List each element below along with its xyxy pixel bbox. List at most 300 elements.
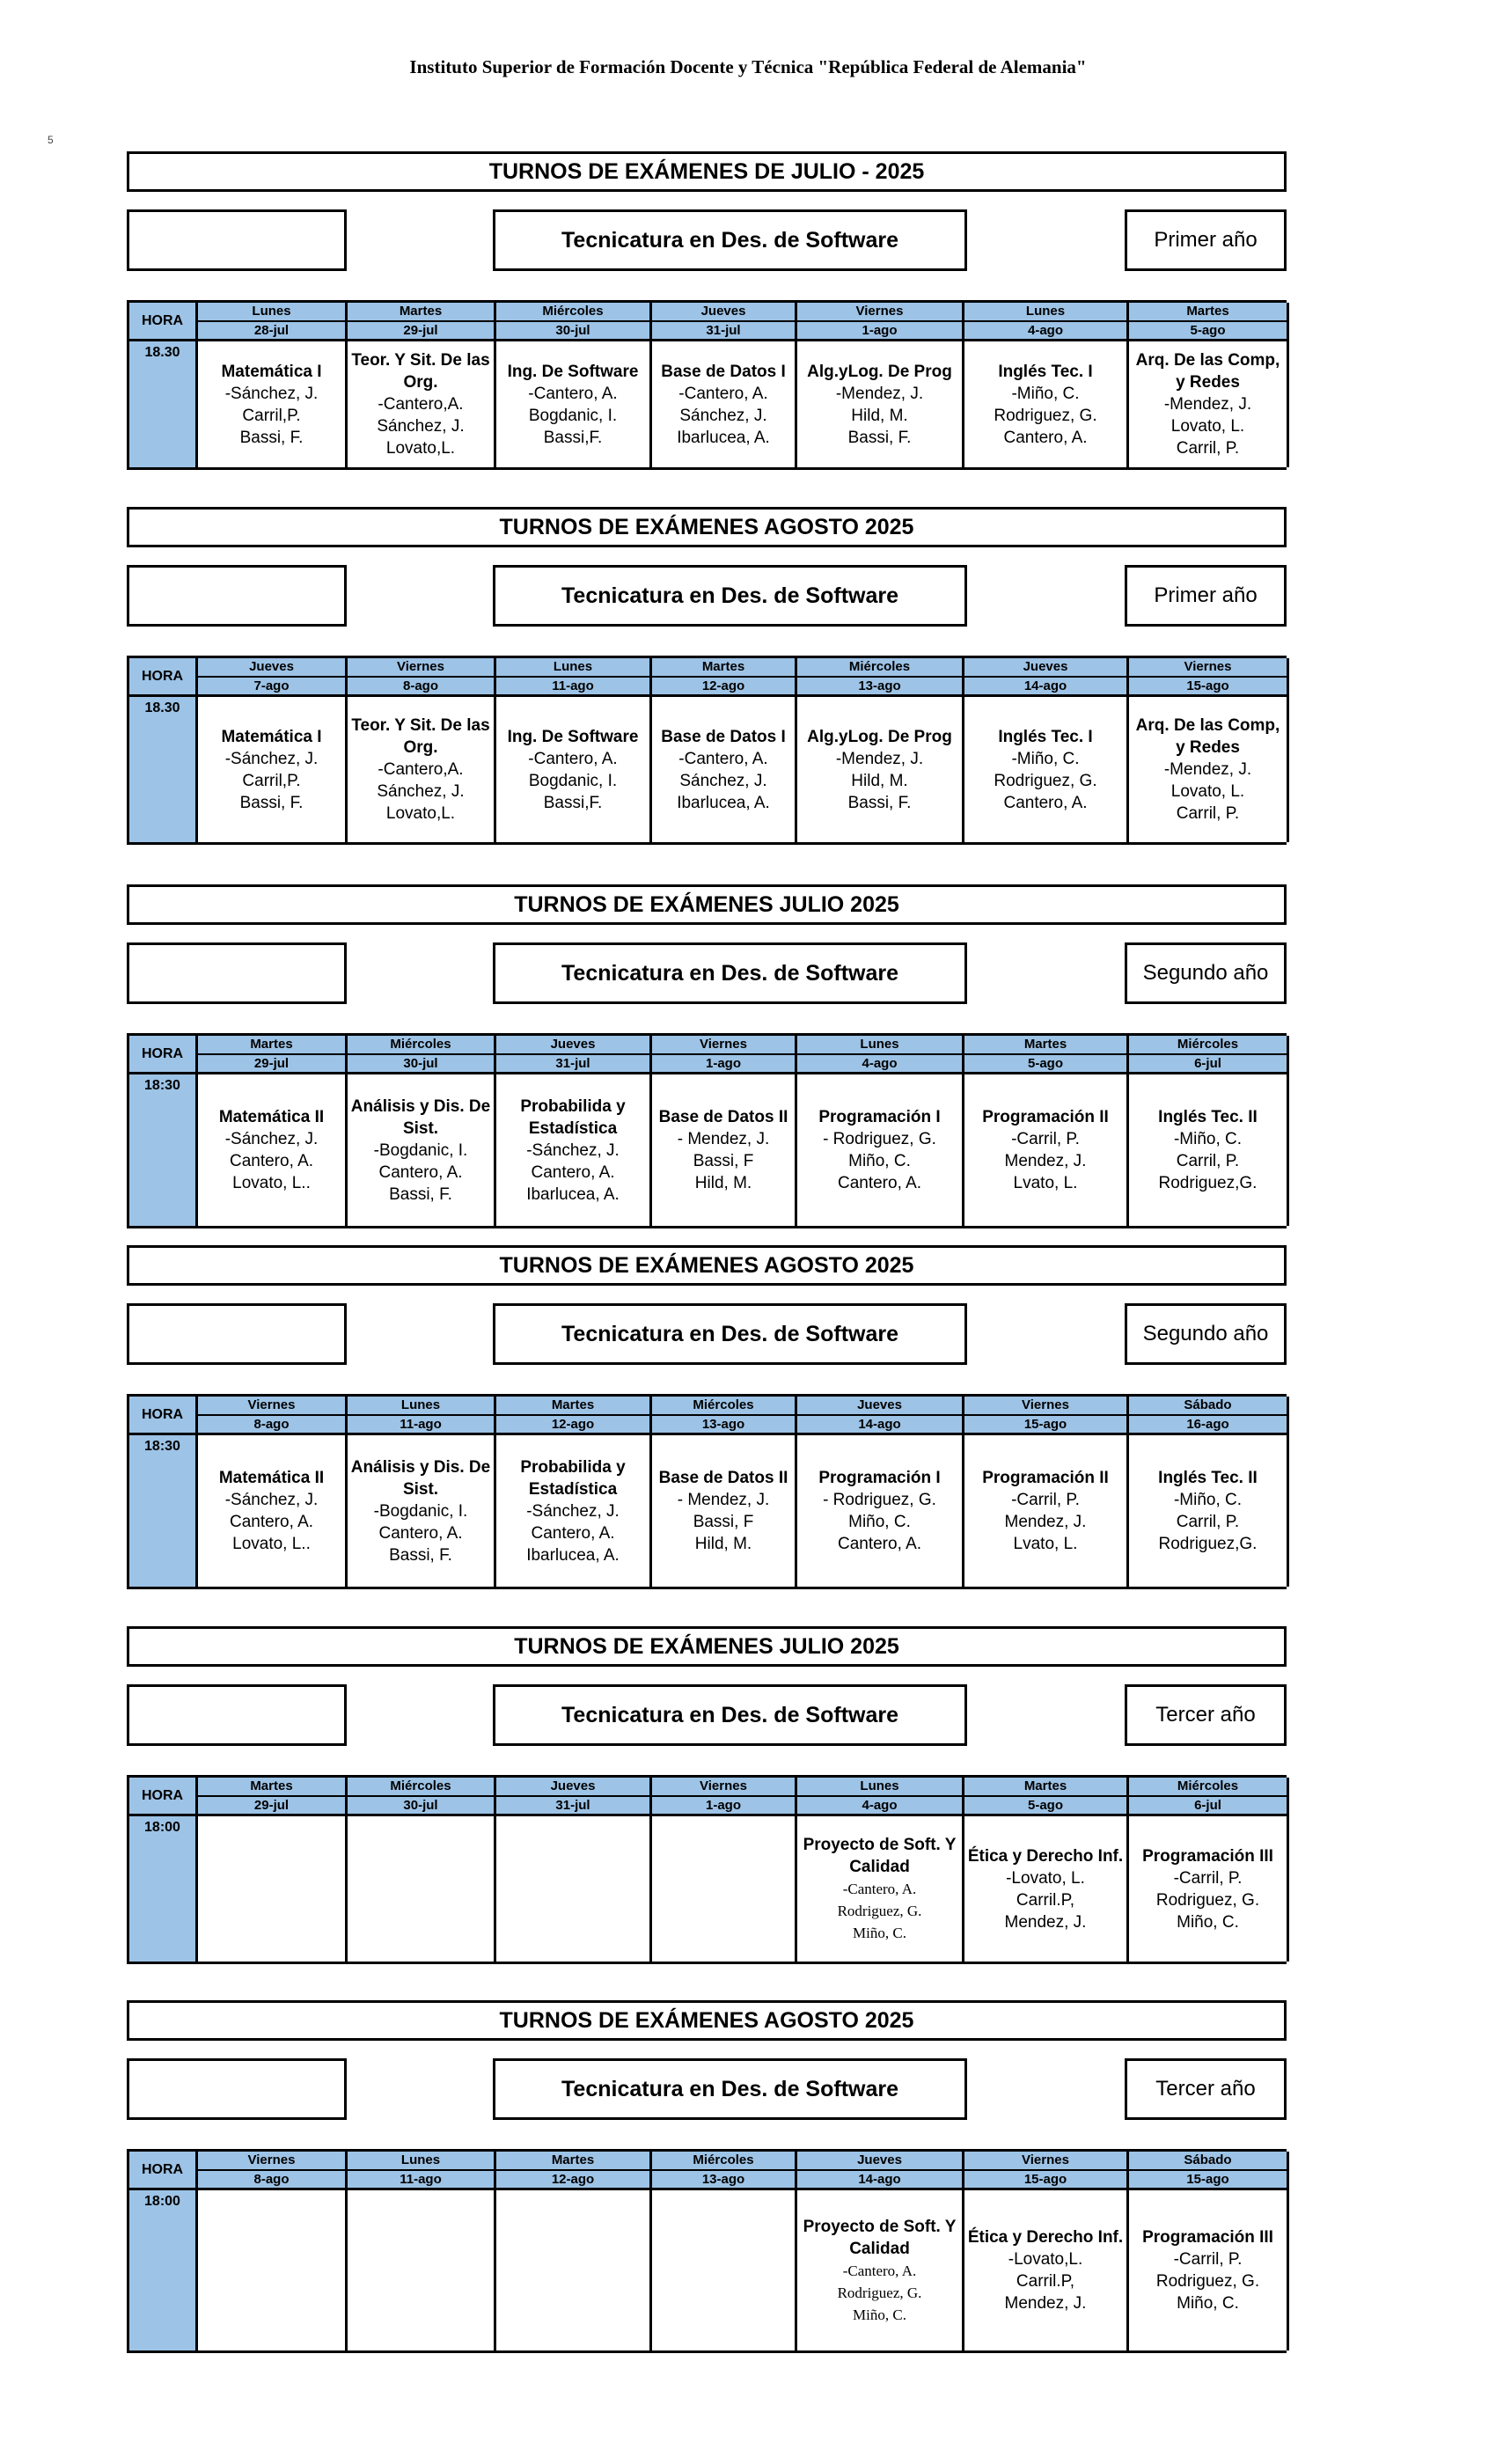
exam-subject: Ing. De Software <box>507 727 639 746</box>
hora-label: HORA <box>129 1778 198 1816</box>
exam-cell <box>797 1435 964 1587</box>
exam-cell <box>496 1435 652 1587</box>
examiner-name: Carril, P. <box>1176 1152 1240 1170</box>
schedule-table <box>127 1394 1287 1589</box>
day-date: 5-ago <box>1129 322 1289 341</box>
year-box: Tercer año <box>1125 1684 1287 1746</box>
exam-cell <box>964 341 1129 467</box>
blank-box <box>127 2058 347 2120</box>
day-date: 29-jul <box>198 1797 348 1816</box>
examiner-name: Cantero, A. <box>531 1162 615 1182</box>
hour-cell: 18:00 <box>129 1816 198 1962</box>
examiner-name: Lovato, L. <box>1170 417 1245 436</box>
examiner-name: -Miño, C. <box>1011 749 1080 768</box>
day-name: Martes <box>652 658 797 678</box>
examiner-name: Bogdanic, I. <box>528 406 618 425</box>
schedule-table <box>127 300 1287 470</box>
exam-cell <box>964 697 1129 842</box>
day-name: Miércoles <box>797 658 964 678</box>
day-name: Miércoles <box>652 1397 797 1416</box>
exam-cell <box>496 697 652 842</box>
day-name: Jueves <box>964 658 1129 678</box>
hora-label: HORA <box>129 1397 198 1435</box>
examiner-name: Bassi, F. <box>847 428 912 447</box>
career-box: Tecnicatura en Des. de Software <box>493 1303 967 1365</box>
exam-cell <box>797 1816 964 1962</box>
exam-cell <box>496 1816 652 1962</box>
examiner-name: Cantero, A. <box>1003 428 1088 447</box>
blank-box <box>127 942 347 1004</box>
day-name: Martes <box>964 1778 1129 1797</box>
examiner-name: -Lovato, L. <box>1006 1868 1085 1888</box>
exam-subject: Inglés Tec. I <box>998 362 1093 381</box>
day-name: Lunes <box>348 2152 496 2171</box>
career-box: Tecnicatura en Des. de Software <box>493 942 967 1004</box>
day-name: Lunes <box>348 1397 496 1416</box>
examiner-name: Miño, C. <box>853 2306 906 2323</box>
day-name: Lunes <box>198 303 348 322</box>
examiner-name: Miño, C. <box>853 1925 906 1941</box>
day-name: Martes <box>198 1778 348 1797</box>
examiner-name: Bassi, F. <box>239 428 304 447</box>
hora-label: HORA <box>129 2152 198 2190</box>
exam-subject: Inglés Tec. II <box>1158 1108 1258 1126</box>
exam-cell <box>198 697 348 842</box>
exam-cell <box>652 341 797 467</box>
examiner-name: Bassi, F <box>693 1513 754 1531</box>
hora-label: HORA <box>129 303 198 341</box>
day-name: Viernes <box>652 1036 797 1055</box>
exam-subject: Base de Datos II <box>658 1469 788 1487</box>
exam-cell <box>797 2190 964 2350</box>
exam-cell <box>652 1074 797 1226</box>
year-box: Segundo año <box>1125 1303 1287 1365</box>
examiner-name: Rodriguez, G. <box>1155 1890 1260 1910</box>
examiner-name: Cantero, A. <box>229 1152 314 1170</box>
day-date: 29-jul <box>198 1055 348 1074</box>
hora-label: HORA <box>129 1036 198 1074</box>
examiner-name: -Miño, C. <box>1173 1130 1243 1148</box>
exam-subject: Base de Datos II <box>658 1108 788 1126</box>
year-box: Primer año <box>1125 209 1287 271</box>
year-box: Tercer año <box>1125 2058 1287 2120</box>
exam-cell <box>1129 1435 1289 1587</box>
day-date: 11-ago <box>348 2171 496 2190</box>
day-date: 1-ago <box>652 1797 797 1816</box>
blank-box <box>127 1684 347 1746</box>
exam-cell <box>964 1074 1129 1226</box>
page-mark: 5 <box>48 134 54 146</box>
examiner-name: - Rodriguez, G. <box>823 1491 936 1509</box>
examiner-name: Bassi, F. <box>389 1184 452 1204</box>
exam-subject: Programación I <box>818 1108 941 1126</box>
day-date: 1-ago <box>797 322 964 341</box>
career-box: Tecnicatura en Des. de Software <box>493 209 967 271</box>
schedule-table <box>127 1033 1287 1228</box>
examiner-name: Carril, P. <box>1176 439 1240 458</box>
examiner-name: Rodriguez, G. <box>994 771 1097 790</box>
examiner-name: Miño, C. <box>1177 1912 1239 1932</box>
day-date: 31-jul <box>496 1797 652 1816</box>
day-date: 12-ago <box>496 2171 652 2190</box>
day-date: 8-ago <box>198 2171 348 2190</box>
examiner-name: Cantero, A. <box>837 1174 922 1192</box>
examiner-name: -Sánchez, J. <box>224 1491 319 1509</box>
day-date: 4-ago <box>797 1055 964 1074</box>
day-name: Miércoles <box>496 303 652 322</box>
day-name: Miércoles <box>348 1036 496 1055</box>
section-title: TURNOS DE EXÁMENES AGOSTO 2025 <box>127 507 1287 547</box>
exam-cell <box>496 2190 652 2350</box>
examiner-name: Mendez, J. <box>1004 1513 1087 1531</box>
examiner-name: Hild, M. <box>694 1174 752 1192</box>
examiner-name: Carril, P. <box>1176 804 1240 823</box>
day-name: Miércoles <box>1129 1778 1289 1797</box>
exam-subject: Matemática II <box>218 1108 325 1126</box>
exam-cell <box>652 697 797 842</box>
hour-cell: 18.30 <box>129 341 198 467</box>
day-name: Martes <box>1129 303 1289 322</box>
day-date: 13-ago <box>652 2171 797 2190</box>
day-date: 8-ago <box>348 678 496 697</box>
schedule-table <box>127 2149 1287 2353</box>
hour-cell: 18:00 <box>129 2190 198 2350</box>
examiner-name: -Sánchez, J. <box>224 1130 319 1148</box>
examiner-name: Miño, C. <box>1177 2294 1239 2313</box>
day-date: 15-ago <box>964 2171 1129 2190</box>
examiner-name: Bassi,F. <box>543 793 603 812</box>
day-name: Miércoles <box>652 2152 797 2171</box>
examiner-name: Bassi,F. <box>543 428 603 447</box>
blank-box <box>127 209 347 271</box>
examiner-name: Lovato,L. <box>385 804 456 823</box>
examiner-name: -Lovato,L. <box>1008 2250 1083 2269</box>
examiner-name: -Cantero,A. <box>378 760 464 779</box>
exam-subject: Análisis y Dis. De Sist. <box>350 1457 491 1499</box>
examiner-name: -Sánchez, J. <box>526 1501 620 1521</box>
exam-subject: Arq. De las Comp, y Redes <box>1135 351 1280 392</box>
examiner-name: Cantero, A. <box>378 1523 463 1543</box>
examiner-name: Ibarlucea, A. <box>677 428 770 447</box>
day-date: 8-ago <box>198 1416 348 1435</box>
exam-subject: Programación II <box>982 1469 1109 1487</box>
examiner-name: Bassi, F. <box>239 793 304 812</box>
day-name: Jueves <box>496 1036 652 1055</box>
exam-subject: Matemática II <box>218 1469 325 1487</box>
examiner-name: -Cantero, A. <box>528 384 618 403</box>
exam-cell <box>198 1074 348 1226</box>
day-name: Viernes <box>198 2152 348 2171</box>
day-date: 13-ago <box>652 1416 797 1435</box>
year-box: Segundo año <box>1125 942 1287 1004</box>
day-date: 31-jul <box>652 322 797 341</box>
year-box: Primer año <box>1125 565 1287 627</box>
day-name: Viernes <box>964 2152 1129 2171</box>
examiner-name: Lovato, L. <box>1170 782 1245 801</box>
examiner-name: Carril.P, <box>1016 1890 1075 1910</box>
day-name: Jueves <box>198 658 348 678</box>
day-date: 14-ago <box>964 678 1129 697</box>
day-name: Viernes <box>797 303 964 322</box>
exam-cell <box>1129 1074 1289 1226</box>
examiner-name: Carril, P. <box>1176 1513 1240 1531</box>
day-date: 30-jul <box>496 322 652 341</box>
exam-subject: Matemática I <box>221 362 322 381</box>
exam-subject: Ing. De Software <box>507 362 639 381</box>
blank-box <box>127 1303 347 1365</box>
examiner-name: Lovato, L.. <box>232 1535 311 1553</box>
examiner-name: Sánchez, J. <box>679 771 767 790</box>
exam-subject: Programación I <box>818 1469 941 1487</box>
day-date: 15-ago <box>964 1416 1129 1435</box>
exam-cell <box>797 697 964 842</box>
exam-cell <box>797 341 964 467</box>
day-date: 6-jul <box>1129 1797 1289 1816</box>
exam-cell <box>1129 2190 1289 2350</box>
day-name: Jueves <box>797 1397 964 1416</box>
examiner-name: Cantero, A. <box>1003 793 1088 812</box>
exam-cell <box>964 2190 1129 2350</box>
day-date: 30-jul <box>348 1797 496 1816</box>
examiner-name: Ibarlucea, A. <box>526 1184 620 1204</box>
section-title: TURNOS DE EXÁMENES JULIO 2025 <box>127 1626 1287 1667</box>
blank-box <box>127 565 347 627</box>
exam-subject: Ética y Derecho Inf. <box>967 1846 1124 1866</box>
exam-cell <box>198 2190 348 2350</box>
exam-subject: Probabilida y Estadística <box>520 1457 626 1499</box>
section-title: TURNOS DE EXÁMENES AGOSTO 2025 <box>127 1245 1287 1286</box>
day-name: Lunes <box>797 1778 964 1797</box>
day-name: Martes <box>496 1397 652 1416</box>
examiner-name: Lovato,L. <box>385 439 456 458</box>
day-date: 7-ago <box>198 678 348 697</box>
examiner-name: Sánchez, J. <box>377 417 465 436</box>
day-date: 14-ago <box>797 1416 964 1435</box>
examiner-name: Carril,P. <box>242 771 301 790</box>
exam-cell <box>348 1435 496 1587</box>
examiner-name: -Carril, P. <box>1011 1491 1080 1509</box>
day-date: 4-ago <box>964 322 1129 341</box>
exam-cell <box>797 1074 964 1226</box>
exam-subject: Teor. Y Sit. De las Org. <box>351 716 490 757</box>
exam-cell <box>348 1074 496 1226</box>
exam-subject: Teor. Y Sit. De las Org. <box>351 351 490 392</box>
examiner-name: -Cantero, A. <box>678 749 768 768</box>
day-date: 16-ago <box>1129 1416 1289 1435</box>
examiner-name: Rodriguez, G. <box>837 2284 922 2301</box>
day-date: 12-ago <box>652 678 797 697</box>
document-header: Instituto Superior de Formación Docente y Técnica "República Federal de Alemania" <box>409 56 1087 77</box>
day-date: 12-ago <box>496 1416 652 1435</box>
day-date: 6-jul <box>1129 1055 1289 1074</box>
examiner-name: -Carril, P. <box>1173 1868 1243 1888</box>
examiner-name: Lovato, L.. <box>232 1174 311 1192</box>
examiner-name: -Sánchez, J. <box>224 384 319 403</box>
examiner-name: Bassi, F. <box>847 793 912 812</box>
exam-cell <box>652 1816 797 1962</box>
exam-subject: Base de Datos I <box>661 362 786 381</box>
day-date: 31-jul <box>496 1055 652 1074</box>
hour-cell: 18.30 <box>129 697 198 842</box>
day-name: Martes <box>496 2152 652 2171</box>
exam-cell <box>348 341 496 467</box>
examiner-name: Rodriguez, G. <box>837 1903 922 1919</box>
schedule-table <box>127 656 1287 845</box>
examiner-name: Rodriguez, G. <box>994 406 1097 425</box>
day-date: 14-ago <box>797 2171 964 2190</box>
examiner-name: Miño, C. <box>848 1513 911 1531</box>
exam-cell <box>1129 1816 1289 1962</box>
examiner-name: -Cantero, A. <box>842 1881 917 1897</box>
examiner-name: -Sánchez, J. <box>224 749 319 768</box>
section-title: TURNOS DE EXÁMENES AGOSTO 2025 <box>127 2000 1287 2041</box>
day-date: 5-ago <box>964 1797 1129 1816</box>
examiner-name: - Rodriguez, G. <box>823 1130 936 1148</box>
examiner-name: -Mendez, J. <box>835 749 924 768</box>
examiner-name: Lvato, L. <box>1013 1174 1078 1192</box>
examiner-name: - Mendez, J. <box>677 1491 770 1509</box>
examiner-name: -Bogdanic, I. <box>373 1501 468 1521</box>
exam-cell <box>496 1074 652 1226</box>
career-box: Tecnicatura en Des. de Software <box>493 2058 967 2120</box>
examiner-name: Mendez, J. <box>1004 2294 1087 2313</box>
day-name: Martes <box>964 1036 1129 1055</box>
career-box: Tecnicatura en Des. de Software <box>493 1684 967 1746</box>
examiner-name: -Miño, C. <box>1011 384 1080 403</box>
examiner-name: Sánchez, J. <box>377 782 465 801</box>
day-name: Miércoles <box>1129 1036 1289 1055</box>
exam-cell <box>1129 697 1289 842</box>
hour-cell: 18:30 <box>129 1074 198 1226</box>
day-name: Sábado <box>1129 2152 1289 2171</box>
examiner-name: -Mendez, J. <box>1163 760 1252 779</box>
day-name: Viernes <box>652 1778 797 1797</box>
examiner-name: Hild, M. <box>694 1535 752 1553</box>
examiner-name: Cantero, A. <box>378 1162 463 1182</box>
exam-subject: Programación III <box>1142 2228 1273 2247</box>
exam-cell <box>198 1435 348 1587</box>
day-name: Jueves <box>652 303 797 322</box>
exam-subject: Proyecto de Soft. Y Calidad <box>803 1836 957 1876</box>
exam-subject: Base de Datos I <box>661 727 786 746</box>
exam-cell <box>1129 341 1289 467</box>
day-name: Viernes <box>964 1397 1129 1416</box>
day-date: 15-ago <box>1129 678 1289 697</box>
day-name: Sábado <box>1129 1397 1289 1416</box>
examiner-name: - Mendez, J. <box>677 1130 770 1148</box>
examiner-name: -Mendez, J. <box>835 384 924 403</box>
day-name: Viernes <box>1129 658 1289 678</box>
day-date: 5-ago <box>964 1055 1129 1074</box>
exam-cell <box>496 341 652 467</box>
examiner-name: Bogdanic, I. <box>528 771 618 790</box>
schedule-table <box>127 1775 1287 1964</box>
exam-cell <box>198 1816 348 1962</box>
exam-subject: Análisis y Dis. De Sist. <box>350 1096 491 1138</box>
exam-cell <box>348 697 496 842</box>
day-name: Jueves <box>496 1778 652 1797</box>
examiner-name: Miño, C. <box>848 1152 911 1170</box>
day-name: Lunes <box>964 303 1129 322</box>
career-box: Tecnicatura en Des. de Software <box>493 565 967 627</box>
examiner-name: Carril,P. <box>242 406 301 425</box>
examiner-name: Bassi, F <box>693 1152 754 1170</box>
day-date: 11-ago <box>496 678 652 697</box>
exam-subject: Probabilida y Estadística <box>520 1096 626 1138</box>
exam-subject: Programación III <box>1142 1846 1273 1866</box>
examiner-name: -Miño, C. <box>1173 1491 1243 1509</box>
examiner-name: -Carril, P. <box>1173 2250 1243 2269</box>
day-name: Martes <box>348 303 496 322</box>
day-name: Jueves <box>797 2152 964 2171</box>
examiner-name: Cantero, A. <box>531 1523 615 1543</box>
exam-cell <box>198 341 348 467</box>
examiner-name: Carril.P, <box>1016 2272 1075 2291</box>
day-date: 28-jul <box>198 322 348 341</box>
section-title: TURNOS DE EXÁMENES DE JULIO - 2025 <box>127 151 1287 192</box>
examiner-name: Mendez, J. <box>1004 1152 1087 1170</box>
day-name: Lunes <box>496 658 652 678</box>
examiner-name: Rodriguez,G. <box>1158 1535 1258 1553</box>
day-date: 29-jul <box>348 322 496 341</box>
examiner-name: Rodriguez,G. <box>1158 1174 1258 1192</box>
exam-cell <box>964 1435 1129 1587</box>
exam-subject: Proyecto de Soft. Y Calidad <box>803 2217 957 2258</box>
hora-label: HORA <box>129 658 198 697</box>
examiner-name: Ibarlucea, A. <box>526 1545 620 1565</box>
examiner-name: Lvato, L. <box>1013 1535 1078 1553</box>
examiner-name: -Bogdanic, I. <box>373 1140 468 1160</box>
exam-cell <box>348 1816 496 1962</box>
exam-subject: Matemática I <box>221 727 322 746</box>
examiner-name: -Cantero, A. <box>528 749 618 768</box>
exam-subject: Arq. De las Comp, y Redes <box>1135 716 1280 757</box>
exam-subject: Ética y Derecho Inf. <box>967 2228 1124 2247</box>
examiner-name: Hild, M. <box>851 406 908 425</box>
exam-subject: Inglés Tec. II <box>1158 1469 1258 1487</box>
exam-subject: Alg.yLog. De Prog <box>807 362 952 381</box>
day-date: 30-jul <box>348 1055 496 1074</box>
exam-cell <box>964 1816 1129 1962</box>
examiner-name: -Sánchez, J. <box>526 1140 620 1160</box>
examiner-name: -Cantero, A. <box>678 384 768 403</box>
day-date: 1-ago <box>652 1055 797 1074</box>
examiner-name: Rodriguez, G. <box>1155 2272 1260 2291</box>
examiner-name: Hild, M. <box>851 771 908 790</box>
examiner-name: -Carril, P. <box>1011 1130 1080 1148</box>
exam-subject: Programación II <box>982 1108 1109 1126</box>
examiner-name: Sánchez, J. <box>679 406 767 425</box>
examiner-name: -Cantero, A. <box>842 2262 917 2279</box>
exam-cell <box>652 1435 797 1587</box>
exam-subject: Inglés Tec. I <box>998 727 1093 746</box>
hour-cell: 18:30 <box>129 1435 198 1587</box>
examiner-name: Ibarlucea, A. <box>677 793 770 812</box>
day-date: 13-ago <box>797 678 964 697</box>
day-date: 15-ago <box>1129 2171 1289 2190</box>
day-name: Martes <box>198 1036 348 1055</box>
examiner-name: Mendez, J. <box>1004 1912 1087 1932</box>
day-date: 11-ago <box>348 1416 496 1435</box>
day-name: Viernes <box>198 1397 348 1416</box>
examiner-name: -Mendez, J. <box>1163 395 1252 414</box>
exam-cell <box>348 2190 496 2350</box>
examiner-name: Cantero, A. <box>229 1513 314 1531</box>
day-name: Miércoles <box>348 1778 496 1797</box>
exam-subject: Alg.yLog. De Prog <box>807 727 952 746</box>
day-name: Lunes <box>797 1036 964 1055</box>
examiner-name: -Cantero,A. <box>378 395 464 414</box>
